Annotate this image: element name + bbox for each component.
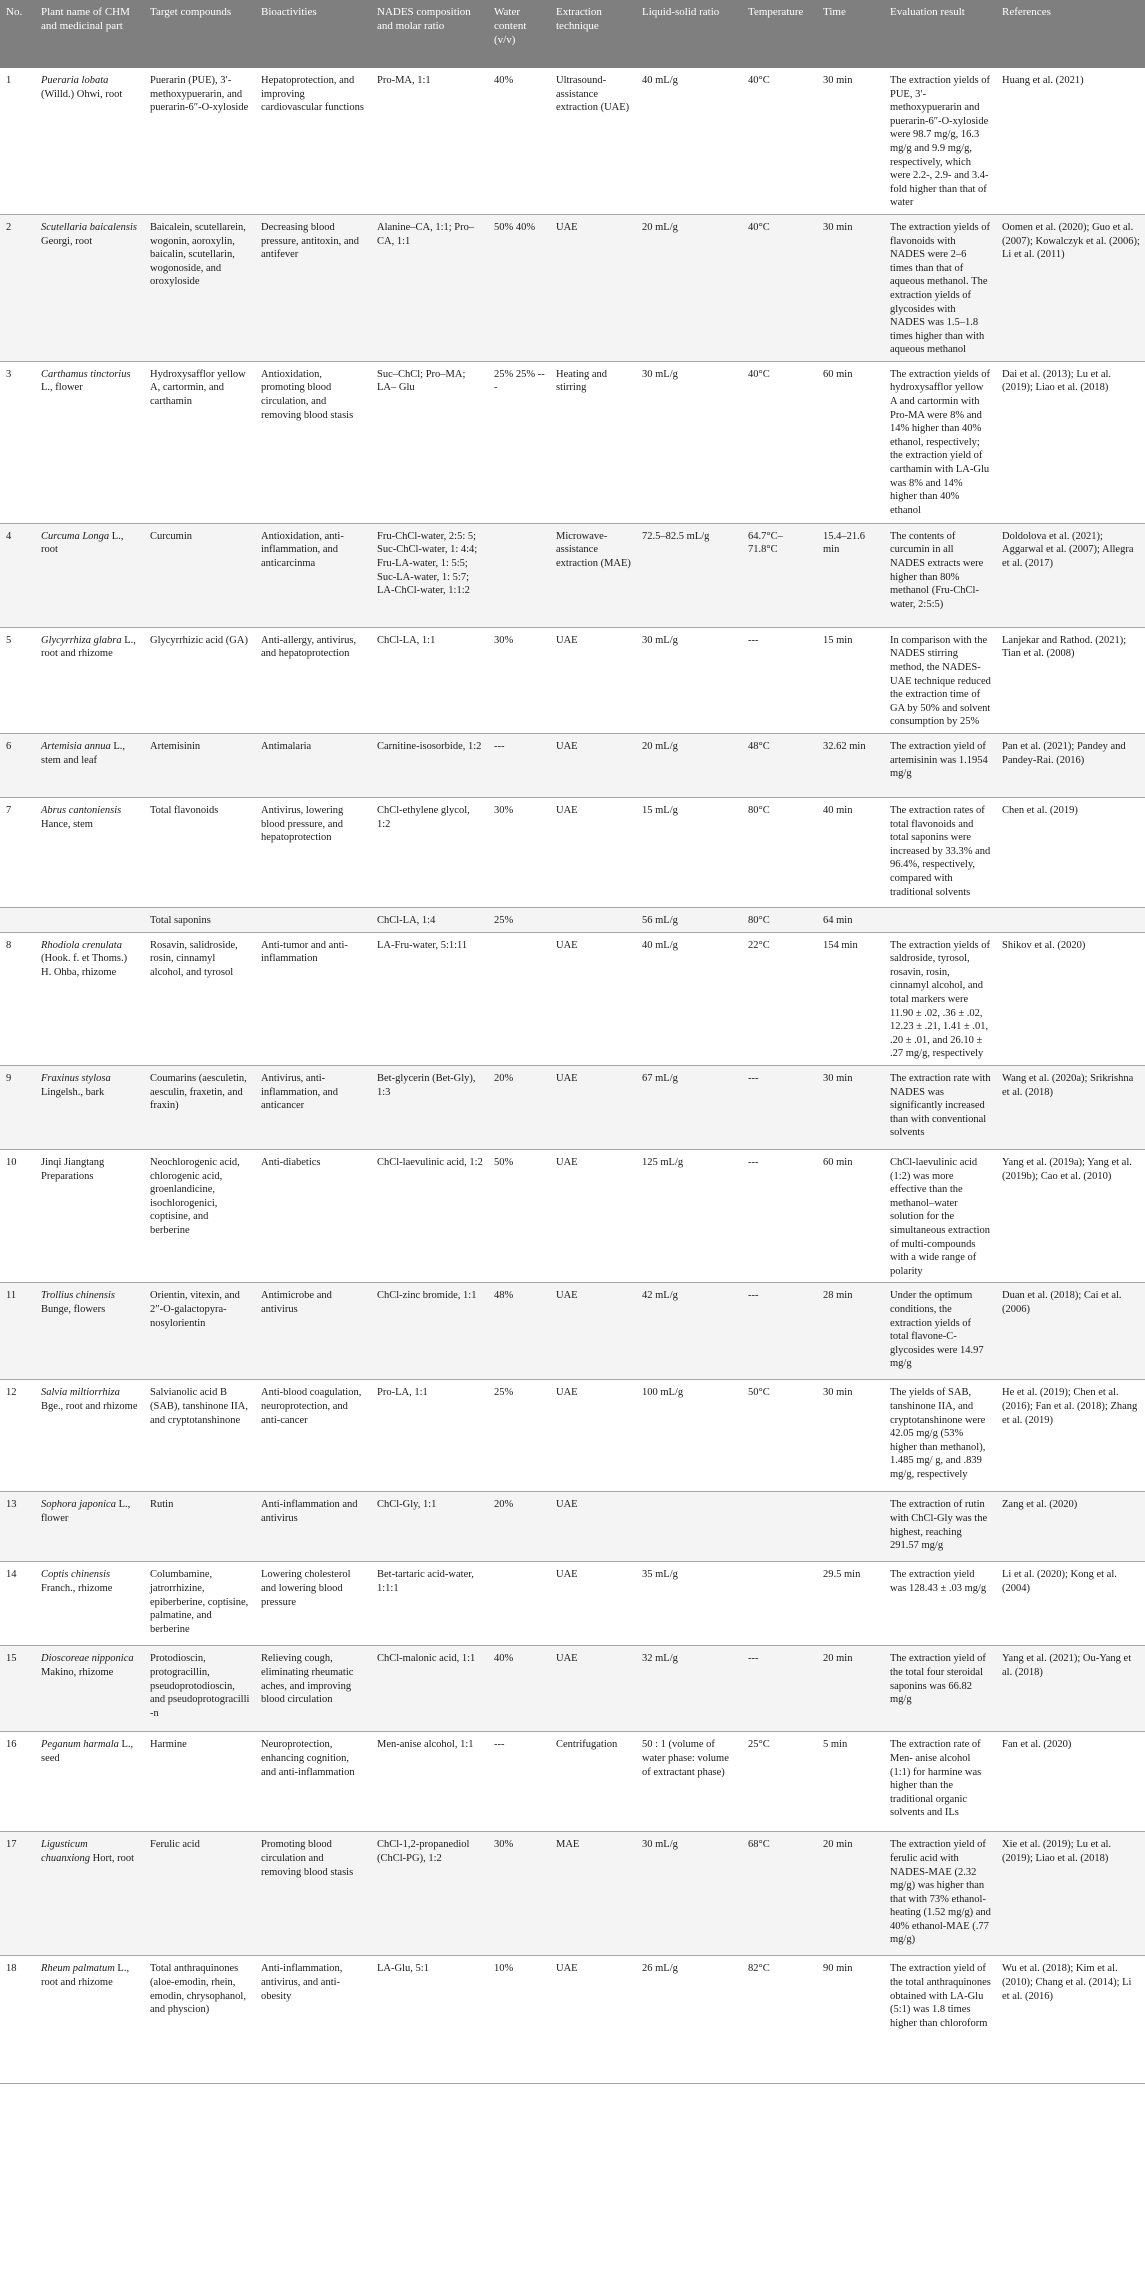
- cell-extraction-technique: UAE: [550, 798, 636, 908]
- cell-water-content: ---: [488, 1732, 550, 1832]
- cell-water-content: ---: [488, 734, 550, 798]
- header-water-content: Water content (v/v): [488, 0, 550, 68]
- cell-liquid-solid-ratio: 35 mL/g: [636, 1562, 742, 1646]
- cell-water-content: 30%: [488, 798, 550, 908]
- cell-evaluation-result: In comparison with the NADES stirring method, the NADES-UAE technique reduced the extraction time of GA by 50% and solvent consumption by 25%: [884, 627, 996, 733]
- cell-evaluation-result: The extraction yield of ferulic acid with NADES-MAE (2.32 mg/g) was higher than that with 73% ethanol-heating (1.52 mg/g) and 40% ethanol-MAE (.77 mg/g): [884, 1832, 996, 1956]
- cell-liquid-solid-ratio: 30 mL/g: [636, 361, 742, 523]
- cell-no: 16: [0, 1732, 35, 1832]
- cell-references: Wang et al. (2020a); Srikrishna et al. (2018): [996, 1065, 1145, 1149]
- cell-plant-name: [35, 1646, 144, 1732]
- cell-bioactivities: Lowering cholesterol and lowering blood pressure: [255, 1562, 371, 1646]
- plant-latin-name: Ligusticum chuanxiong: [41, 1839, 90, 1864]
- plant-latin-name: Abrus cantoniensis: [41, 805, 122, 817]
- cell-liquid-solid-ratio: 32 mL/g: [636, 1646, 742, 1732]
- cell-time: 60 min: [817, 361, 884, 523]
- cell-evaluation-result: Under the optimum conditions, the extraction yields of total flavone-C-glycosides were 14.97 mg/g: [884, 1283, 996, 1380]
- cell-target-compounds: Orientin, vitexin, and 2″-O-galactopyra-nosylorientin: [144, 1283, 255, 1380]
- cell-water-content: 50% 40%: [488, 214, 550, 361]
- plant-latin-name: Peganum harmala: [41, 1739, 119, 1751]
- cell-water-content: 30%: [488, 627, 550, 733]
- header-temperature: Temperature: [742, 0, 817, 68]
- cell-time: 90 min: [817, 1956, 884, 2084]
- cell-no: [0, 908, 35, 933]
- cell-extraction-technique: UAE: [550, 1646, 636, 1732]
- plant-part: Makino, rhizome: [41, 1666, 114, 1678]
- cell-target-compounds: Harmine: [144, 1732, 255, 1832]
- table-body: [0, 68, 1145, 2084]
- cell-water-content: 48%: [488, 1283, 550, 1380]
- plant-part: Hance, stem: [41, 818, 93, 830]
- cell-evaluation-result: The contents of curcumin in all NADES extracts were higher than 80% methanol (Fru-ChCl-water, 2:5:5): [884, 523, 996, 627]
- table-row: [0, 523, 1145, 627]
- plant-latin-name: Sophora japonica: [41, 1499, 116, 1511]
- cell-bioactivities: Neuroprotection, enhancing cognition, and anti-inflammation: [255, 1732, 371, 1832]
- cell-nades-composition: ChCl-1,2-propanediol (ChCl-PG), 1:2: [371, 1832, 488, 1956]
- cell-time: 30 min: [817, 214, 884, 361]
- table-row: [0, 214, 1145, 361]
- cell-plant-name: [35, 523, 144, 627]
- cell-bioactivities: Antivirus, lowering blood pressure, and hepatoprotection: [255, 798, 371, 908]
- table-row: [0, 734, 1145, 798]
- cell-target-compounds: Baicalein, scutellarein, wogonin, aoroxylin, baicalin, scutellarin, wogonoside, and oroxyloside: [144, 214, 255, 361]
- cell-references: Doldolova et al. (2021); Aggarwal et al. (2007); Allegra et al. (2017): [996, 523, 1145, 627]
- plant-part: L., root: [41, 530, 124, 556]
- cell-temperature: 68°C: [742, 1832, 817, 1956]
- cell-bioactivities: Antimicrobe and antivirus: [255, 1283, 371, 1380]
- cell-time: 40 min: [817, 798, 884, 908]
- cell-no: 15: [0, 1646, 35, 1732]
- cell-target-compounds: Glycyrrhizic acid (GA): [144, 627, 255, 733]
- cell-target-compounds: Artemisinin: [144, 734, 255, 798]
- cell-nades-composition: Pro-MA, 1:1: [371, 68, 488, 214]
- cell-plant-name: [35, 1492, 144, 1562]
- cell-extraction-technique: UAE: [550, 1065, 636, 1149]
- cell-nades-composition: Bet-tartaric acid-water, 1:1:1: [371, 1562, 488, 1646]
- plant-latin-name: Salvia miltiorrhiza: [41, 1387, 120, 1399]
- cell-liquid-solid-ratio: 26 mL/g: [636, 1956, 742, 2084]
- plant-latin-name: Dioscoreae nipponica: [41, 1653, 134, 1665]
- cell-temperature: 25°C: [742, 1732, 817, 1832]
- cell-time: 32.62 min: [817, 734, 884, 798]
- cell-bioactivities: Decreasing blood pressure, antitoxin, and antifever: [255, 214, 371, 361]
- header-target-compounds: Target compounds: [144, 0, 255, 68]
- cell-references: Lanjekar and Rathod. (2021); Tian et al. (2008): [996, 627, 1145, 733]
- cell-extraction-technique: UAE: [550, 214, 636, 361]
- cell-evaluation-result: The yields of SAB, tanshinone IIA, and cryptotanshinone were 42.05 mg/g (53% higher than methanol), 1.485 mg/ g, and .839 mg/g, respectively: [884, 1380, 996, 1492]
- cell-temperature: 80°C: [742, 798, 817, 908]
- table-header-row: [0, 0, 1145, 68]
- cell-liquid-solid-ratio: [636, 1492, 742, 1562]
- cell-no: 6: [0, 734, 35, 798]
- cell-water-content: 30%: [488, 1832, 550, 1956]
- cell-bioactivities: Promoting blood circulation and removing blood stasis: [255, 1832, 371, 1956]
- cell-evaluation-result: The extraction of rutin with ChCl-Gly was the highest, reaching 291.57 mg/g: [884, 1492, 996, 1562]
- cell-extraction-technique: UAE: [550, 627, 636, 733]
- header-plant-name: Plant name of CHM and medicinal part: [35, 0, 144, 68]
- cell-liquid-solid-ratio: 50 : 1 (volume of water phase: volume of extractant phase): [636, 1732, 742, 1832]
- table-row: [0, 1380, 1145, 1492]
- cell-nades-composition: ChCl-ethylene glycol, 1:2: [371, 798, 488, 908]
- cell-target-compounds: Neochlorogenic acid, chlorogenic acid, groenlandicine, isochlorogenici, coptisine, and berberine: [144, 1149, 255, 1282]
- cell-extraction-technique: UAE: [550, 1283, 636, 1380]
- cell-target-compounds: Protodioscin, protogracillin, pseudoprotodioscin, and pseudoprotogracilli -n: [144, 1646, 255, 1732]
- table-row: [0, 932, 1145, 1065]
- cell-nades-composition: Men-anise alcohol, 1:1: [371, 1732, 488, 1832]
- cell-water-content: 10%: [488, 1956, 550, 2084]
- plant-latin-name: Coptis chinensis: [41, 1569, 111, 1581]
- cell-references: Fan et al. (2020): [996, 1732, 1145, 1832]
- plant-latin-name: Curcuma Longa: [41, 530, 110, 542]
- cell-nades-composition: ChCl-laevulinic acid, 1:2: [371, 1149, 488, 1282]
- cell-references: He et al. (2019); Chen et al. (2016); Fan et al. (2018); Zhang et al. (2019): [996, 1380, 1145, 1492]
- cell-water-content: 25%: [488, 1380, 550, 1492]
- cell-references: [996, 908, 1145, 933]
- cell-evaluation-result: [884, 908, 996, 933]
- cell-temperature: 22°C: [742, 932, 817, 1065]
- cell-no: 18: [0, 1956, 35, 2084]
- plant-part: L., flower: [41, 1499, 131, 1524]
- cell-plant-name: [35, 798, 144, 908]
- cell-temperature: 82°C: [742, 1956, 817, 2084]
- cell-water-content: 20%: [488, 1065, 550, 1149]
- plant-part: (Hook. f. et Thoms.) H. Ohba, rhizome: [41, 953, 128, 978]
- cell-extraction-technique: UAE: [550, 1562, 636, 1646]
- cell-nades-composition: Pro-LA, 1:1: [371, 1380, 488, 1492]
- cell-extraction-technique: UAE: [550, 1492, 636, 1562]
- cell-no: 9: [0, 1065, 35, 1149]
- cell-plant-name: [35, 1065, 144, 1149]
- table-row: [0, 1646, 1145, 1732]
- cell-nades-composition: Suc–ChCl; Pro–MA; LA– Glu: [371, 361, 488, 523]
- plant-latin-name: Scutellaria baicalensis: [41, 221, 137, 233]
- cell-liquid-solid-ratio: 56 mL/g: [636, 908, 742, 933]
- cell-target-compounds: Coumarins (aesculetin, aesculin, fraxetin, and fraxin): [144, 1065, 255, 1149]
- plant-part: L., flower: [41, 382, 83, 394]
- header-bioactivities: Bioactivities: [255, 0, 371, 68]
- cell-temperature: 40°C: [742, 68, 817, 214]
- cell-references: Oomen et al. (2020); Guo et al. (2007); Kowalczyk et al. (2006); Li et al. (2011): [996, 214, 1145, 361]
- cell-extraction-technique: [550, 908, 636, 933]
- cell-plant-name: [35, 1956, 144, 2084]
- cell-extraction-technique: Heating and stirring: [550, 361, 636, 523]
- plant-latin-name: Pueraria lobata: [41, 75, 109, 86]
- cell-plant-name: [35, 627, 144, 733]
- cell-liquid-solid-ratio: 30 mL/g: [636, 1832, 742, 1956]
- cell-references: Xie et al. (2019); Lu et al. (2019); Liao et al. (2018): [996, 1832, 1145, 1956]
- cell-target-compounds: Ferulic acid: [144, 1832, 255, 1956]
- cell-plant-name: [35, 932, 144, 1065]
- table-row: [0, 908, 1145, 933]
- cell-temperature: ---: [742, 1149, 817, 1282]
- table-row: [0, 1065, 1145, 1149]
- cell-water-content: 40%: [488, 68, 550, 214]
- cell-time: 30 min: [817, 68, 884, 214]
- cell-extraction-technique: UAE: [550, 1149, 636, 1282]
- cell-extraction-technique: Ultrasound-assistance extraction (UAE): [550, 68, 636, 214]
- cell-no: 12: [0, 1380, 35, 1492]
- table-row: [0, 68, 1145, 214]
- table-row: [0, 627, 1145, 733]
- cell-plant-name: [35, 908, 144, 933]
- cell-bioactivities: Relieving cough, eliminating rheumatic aches, and improving blood circulation: [255, 1646, 371, 1732]
- cell-evaluation-result: ChCl-laevulinic acid (1:2) was more effective than the methanol–water solution for the simultaneous extraction of multi-compounds with a wide range of polarity: [884, 1149, 996, 1282]
- cell-references: Huang et al. (2021): [996, 68, 1145, 214]
- cell-bioactivities: Anti-diabetics: [255, 1149, 371, 1282]
- cell-references: Pan et al. (2021); Pandey and Pandey-Rai. (2016): [996, 734, 1145, 798]
- cell-target-compounds: Total flavonoids: [144, 798, 255, 908]
- cell-liquid-solid-ratio: 72.5–82.5 mL/g: [636, 523, 742, 627]
- cell-time: 30 min: [817, 1380, 884, 1492]
- cell-plant-name: [35, 68, 144, 214]
- plant-latin-name: Carthamus tinctorius: [41, 368, 131, 380]
- cell-nades-composition: ChCl-LA, 1:1: [371, 627, 488, 733]
- plant-latin-name: Trollius chinensis: [41, 1290, 115, 1302]
- plant-part: Bge., root and rhizome: [41, 1400, 138, 1412]
- cell-temperature: ---: [742, 1283, 817, 1380]
- cell-evaluation-result: The extraction yield was 128.43 ± .03 mg/g: [884, 1562, 996, 1646]
- cell-nades-composition: Alanine–CA, 1:1; Pro–CA, 1:1: [371, 214, 488, 361]
- cell-no: 14: [0, 1562, 35, 1646]
- cell-liquid-solid-ratio: 40 mL/g: [636, 932, 742, 1065]
- cell-extraction-technique: UAE: [550, 932, 636, 1065]
- cell-extraction-technique: MAE: [550, 1832, 636, 1956]
- cell-no: 3: [0, 361, 35, 523]
- cell-water-content: 50%: [488, 1149, 550, 1282]
- cell-plant-name: [35, 734, 144, 798]
- table-row: [0, 1562, 1145, 1646]
- cell-target-compounds: Rutin: [144, 1492, 255, 1562]
- cell-evaluation-result: The extraction rate with NADES was significantly increased than with conventional solvents: [884, 1065, 996, 1149]
- cell-references: Yang et al. (2019a); Yang et al. (2019b); Cao et al. (2010): [996, 1149, 1145, 1282]
- cell-bioactivities: Antioxidation, anti-inflammation, and anticarcinma: [255, 523, 371, 627]
- table-row: [0, 1149, 1145, 1282]
- cell-target-compounds: Columbamine, jatrorrhizine, epiberberine, coptisine, palmatine, and berberine: [144, 1562, 255, 1646]
- cell-no: 2: [0, 214, 35, 361]
- cell-water-content: 25% 25% ---: [488, 361, 550, 523]
- cell-nades-composition: ChCl-Gly, 1:1: [371, 1492, 488, 1562]
- header-extraction-technique: Extraction technique: [550, 0, 636, 68]
- plant-part: Bunge, flowers: [41, 1303, 106, 1315]
- cell-time: 30 min: [817, 1065, 884, 1149]
- cell-liquid-solid-ratio: 67 mL/g: [636, 1065, 742, 1149]
- cell-time: 20 min: [817, 1832, 884, 1956]
- cell-bioactivities: Anti-inflammation, antivirus, and anti-obesity: [255, 1956, 371, 2084]
- cell-references: Duan et al. (2018); Cai et al. (2006): [996, 1283, 1145, 1380]
- cell-target-compounds: Puerarin (PUE), 3′-methoxypuerarin, and puerarin-6″-O-xyloside: [144, 68, 255, 214]
- cell-liquid-solid-ratio: 42 mL/g: [636, 1283, 742, 1380]
- cell-no: 11: [0, 1283, 35, 1380]
- header-time: Time: [817, 0, 884, 68]
- cell-extraction-technique: UAE: [550, 734, 636, 798]
- plant-latin-name: Rhodiola crenulata: [41, 939, 122, 951]
- cell-nades-composition: Fru-ChCl-water, 2:5: 5; Suc-ChCl-water, 1: 4:4; Fru-LA-water, 1: 5:5; Suc-LA-water, 1: 5:7; LA-ChCl-water, 1:1:2: [371, 523, 488, 627]
- cell-evaluation-result: The extraction yield of the total anthraquinones obtained with LA-Glu (5:1) was 1.8 times higher than chloroform: [884, 1956, 996, 2084]
- cell-temperature: 50°C: [742, 1380, 817, 1492]
- cell-liquid-solid-ratio: 30 mL/g: [636, 627, 742, 733]
- cell-water-content: 40%: [488, 1646, 550, 1732]
- cell-target-compounds: Salvianolic acid B (SAB), tanshinone IIA, and cryptotanshinone: [144, 1380, 255, 1492]
- cell-extraction-technique: UAE: [550, 1380, 636, 1492]
- cell-evaluation-result: The extraction yields of saldroside, tyrosol, rosavin, rosin, cinnamyl alcohol, and total markers were 11.90 ± .02, .36 ± .02, 12.23 ± .21, 1.41 ± .01, .20 ± .01, and 26.10 ± .27 mg/g, respectively: [884, 932, 996, 1065]
- cell-temperature: 64.7°C–71.8°C: [742, 523, 817, 627]
- cell-references: Li et al. (2020); Kong et al. (2004): [996, 1562, 1145, 1646]
- cell-evaluation-result: The extraction yields of PUE, 3′-methoxypuerarin and puerarin-6″-O-xyloside were 98.7 mg/g, 16.3 mg/g and 9.9 mg/g, respectively, which were 2.2-, 2.9- and 3.4-fold higher than that of water: [884, 68, 996, 214]
- header-liquid-solid-ratio: Liquid-solid ratio: [636, 0, 742, 68]
- cell-temperature: ---: [742, 1065, 817, 1149]
- cell-time: 60 min: [817, 1149, 884, 1282]
- cell-references: Dai et al. (2013); Lu et al. (2019); Liao et al. (2018): [996, 361, 1145, 523]
- cell-water-content: 25%: [488, 908, 550, 933]
- cell-references: Wu et al. (2018); Kim et al. (2010); Chang et al. (2014); Li et al. (2016): [996, 1956, 1145, 2084]
- cell-target-compounds: Curcumin: [144, 523, 255, 627]
- cell-evaluation-result: The extraction rates of total flavonoids and total saponins were increased by 33.3% and 96.4%, respectively, compared with traditional solvents: [884, 798, 996, 908]
- cell-evaluation-result: The extraction rate of Men- anise alcohol (1:1) for harmine was higher than the traditional organic solvents and ILs: [884, 1732, 996, 1832]
- cell-nades-composition: ChCl-LA, 1:4: [371, 908, 488, 933]
- cell-target-compounds: Hydroxysafflor yellow A, cartormin, and carthamin: [144, 361, 255, 523]
- plant-latin-name: Rheum palmatum: [41, 1963, 115, 1975]
- cell-no: 17: [0, 1832, 35, 1956]
- cell-extraction-technique: Microwave-assistance extraction (MAE): [550, 523, 636, 627]
- cell-time: 5 min: [817, 1732, 884, 1832]
- cell-no: 8: [0, 932, 35, 1065]
- cell-nades-composition: ChCl-zinc bromide, 1:1: [371, 1283, 488, 1380]
- cell-no: 4: [0, 523, 35, 627]
- header-no: No.: [0, 0, 35, 68]
- cell-plant-name: [35, 1562, 144, 1646]
- cell-temperature: 40°C: [742, 214, 817, 361]
- plant-part: L., root and rhizome: [41, 634, 136, 660]
- cell-evaluation-result: The extraction yield of the total four steroidal saponins was 66.82 mg/g: [884, 1646, 996, 1732]
- cell-no: 10: [0, 1149, 35, 1282]
- cell-time: 64 min: [817, 908, 884, 933]
- cell-liquid-solid-ratio: 15 mL/g: [636, 798, 742, 908]
- cell-nades-composition: LA-Fru-water, 5:1:11: [371, 932, 488, 1065]
- cell-water-content: [488, 1562, 550, 1646]
- plant-latin-name: Artemisia annua: [41, 741, 111, 753]
- table-row: [0, 1732, 1145, 1832]
- cell-extraction-technique: Centrifugation: [550, 1732, 636, 1832]
- header-references: References: [996, 0, 1145, 68]
- cell-evaluation-result: The extraction yield of artemisinin was 1.1954 mg/g: [884, 734, 996, 798]
- cell-no: 7: [0, 798, 35, 908]
- cell-plant-name: [35, 1380, 144, 1492]
- cell-bioactivities: Antimalaria: [255, 734, 371, 798]
- cell-bioactivities: Hepatoprotection, and improving cardiovascular functions: [255, 68, 371, 214]
- cell-liquid-solid-ratio: 100 mL/g: [636, 1380, 742, 1492]
- cell-liquid-solid-ratio: 20 mL/g: [636, 734, 742, 798]
- cell-nades-composition: LA-Glu, 5:1: [371, 1956, 488, 2084]
- cell-target-compounds: Rosavin, salidroside, rosin, cinnamyl alcohol, and tyrosol: [144, 932, 255, 1065]
- header-nades-composition: NADES composition and molar ratio: [371, 0, 488, 68]
- cell-time: [817, 1492, 884, 1562]
- plant-latin-name: Glycyrrhiza glabra: [41, 634, 122, 646]
- cell-references: Chen et al. (2019): [996, 798, 1145, 908]
- table-row: [0, 361, 1145, 523]
- plant-part: L., stem and leaf: [41, 741, 126, 766]
- cell-bioactivities: Antivirus, anti-inflammation, and anticancer: [255, 1065, 371, 1149]
- cell-time: 29.5 min: [817, 1562, 884, 1646]
- table-row: [0, 798, 1145, 908]
- plant-part: Franch., rhizome: [41, 1582, 113, 1594]
- cell-no: 1: [0, 68, 35, 214]
- cell-evaluation-result: The extraction yields of hydroxysafflor yellow A and cartormin with Pro-MA were 8% and 14% higher than 40% ethanol, respectively; the extraction yield of carthamin with LA-Glu was 8% and 14% higher than 40% ethanol: [884, 361, 996, 523]
- cell-time: 15.4–21.6 min: [817, 523, 884, 627]
- cell-liquid-solid-ratio: 20 mL/g: [636, 214, 742, 361]
- cell-references: Zang et al. (2020): [996, 1492, 1145, 1562]
- cell-temperature: 80°C: [742, 908, 817, 933]
- cell-temperature: [742, 1562, 817, 1646]
- plant-part: (Willd.) Ohwi, root: [41, 88, 123, 100]
- cell-temperature: ---: [742, 627, 817, 733]
- cell-target-compounds: Total saponins: [144, 908, 255, 933]
- cell-nades-composition: Bet-glycerin (Bet-Gly), 1:3: [371, 1065, 488, 1149]
- cell-bioactivities: [255, 908, 371, 933]
- table-row: [0, 1492, 1145, 1562]
- cell-temperature: 40°C: [742, 361, 817, 523]
- cell-liquid-solid-ratio: 40 mL/g: [636, 68, 742, 214]
- cell-bioactivities: Antioxidation, promoting blood circulation, and removing blood stasis: [255, 361, 371, 523]
- cell-temperature: ---: [742, 1646, 817, 1732]
- cell-bioactivities: Anti-allergy, antivirus, and hepatoprotection: [255, 627, 371, 733]
- plant-part: Georgi, root: [41, 235, 93, 247]
- cell-liquid-solid-ratio: 125 mL/g: [636, 1149, 742, 1282]
- table-row: [0, 1283, 1145, 1380]
- cell-evaluation-result: The extraction yields of flavonoids with NADES were 2–6 times than that of aqueous methanol. The extraction yields of glycosides with NADES was 1.5–1.8 times higher than with aqueous methanol: [884, 214, 996, 361]
- cell-time: 20 min: [817, 1646, 884, 1732]
- cell-time: 28 min: [817, 1283, 884, 1380]
- cell-bioactivities: Anti-blood coagulation, neuroprotection, and anti-cancer: [255, 1380, 371, 1492]
- cell-plant-name: [35, 1283, 144, 1380]
- cell-temperature: [742, 1492, 817, 1562]
- cell-time: 154 min: [817, 932, 884, 1065]
- plant-part: L., seed: [41, 1739, 134, 1764]
- cell-target-compounds: Total anthraquinones (aloe-emodin, rhein, emodin, chrysophanol, and physcion): [144, 1956, 255, 2084]
- cell-no: 5: [0, 627, 35, 733]
- cell-plant-name: [35, 1832, 144, 1956]
- plant-part: Jinqi Jiangtang Preparations: [41, 1156, 105, 1182]
- plant-latin-name: Fraxinus stylosa: [41, 1072, 111, 1084]
- cell-plant-name: [35, 214, 144, 361]
- header-evaluation-result: Evaluation result: [884, 0, 996, 68]
- plant-part: Lingelsh., bark: [41, 1086, 105, 1098]
- cell-water-content: 20%: [488, 1492, 550, 1562]
- plant-part: Hort, root: [90, 1852, 135, 1864]
- cell-extraction-technique: UAE: [550, 1956, 636, 2084]
- cell-plant-name: [35, 1149, 144, 1282]
- cell-water-content: [488, 932, 550, 1065]
- cell-no: 13: [0, 1492, 35, 1562]
- table-row: [0, 1832, 1145, 1956]
- cell-nades-composition: Carnitine-isosorbide, 1:2: [371, 734, 488, 798]
- cell-water-content: [488, 523, 550, 627]
- cell-time: 15 min: [817, 627, 884, 733]
- cell-bioactivities: Anti-inflammation and antivirus: [255, 1492, 371, 1562]
- cell-references: Yang et al. (2021); Ou-Yang et al. (2018): [996, 1646, 1145, 1732]
- table-row: [0, 1956, 1145, 2084]
- cell-plant-name: [35, 361, 144, 523]
- cell-references: Shikov et al. (2020): [996, 932, 1145, 1065]
- cell-plant-name: [35, 1732, 144, 1832]
- plant-part: L., root and rhizome: [41, 1963, 130, 1988]
- cell-bioactivities: Anti-tumor and anti-inflammation: [255, 932, 371, 1065]
- cell-nades-composition: ChCl-malonic acid, 1:1: [371, 1646, 488, 1732]
- cell-temperature: 48°C: [742, 734, 817, 798]
